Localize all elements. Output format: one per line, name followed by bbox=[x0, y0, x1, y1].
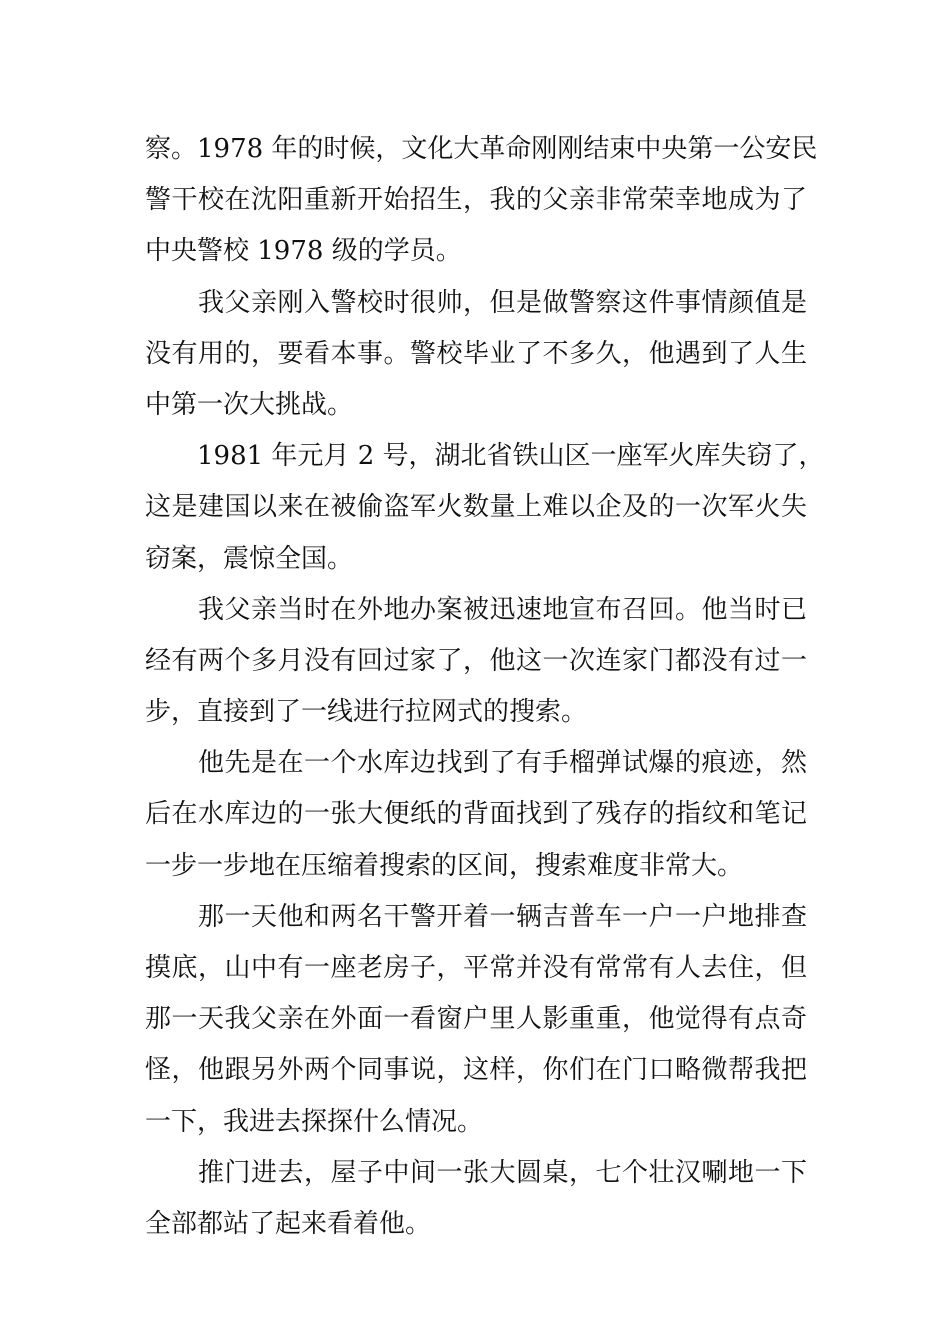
paragraph-2 bbox=[145, 278, 807, 432]
text-line: 窃案，震惊全国。 bbox=[145, 543, 354, 574]
text-line: 我父亲刚入警校时很帅，但是做警察这件事情颜值是 bbox=[145, 287, 807, 318]
text-line: 那一天我父亲在外面一看窗户里人影重重，他觉得有点奇 bbox=[145, 1004, 807, 1035]
text-line: 察。1978 年的时候，文化大革命刚刚结束中央第一公安民 bbox=[145, 134, 818, 164]
text-line: 一步一步地在压缩着搜索的区间，搜索难度非常大。 bbox=[145, 850, 744, 881]
text-line: 没有用的，要看本事。警校毕业了不多久，他遇到了人生 bbox=[145, 338, 807, 369]
text-line: 警干校在沈阳重新开始招生，我的父亲非常荣幸地成为了 bbox=[145, 185, 807, 216]
text-line: 摸底，山中有一座老房子，平常并没有常常有人去住，但 bbox=[145, 953, 807, 983]
paragraph-5 bbox=[145, 738, 807, 892]
text-line: 我父亲当时在外地办案被迅速地宣布召回。他当时已 bbox=[145, 594, 807, 625]
paragraph-4 bbox=[145, 585, 807, 739]
text-line: 那一天他和两名干警开着一辆吉普车一户一户地排查 bbox=[145, 901, 807, 932]
paragraph-1 bbox=[145, 124, 818, 278]
text-line: 1981 年元月 2 号，湖北省铁山区一座军火库失窃了， bbox=[145, 441, 825, 472]
paragraph-3 bbox=[145, 431, 825, 585]
paragraph-7 bbox=[145, 1148, 807, 1250]
text-line: 他先是在一个水库边找到了有手榴弹试爆的痕迹，然 bbox=[145, 748, 807, 779]
text-line: 步，直接到了一线进行拉网式的搜索。 bbox=[145, 697, 588, 728]
text-line: 中第一次大挑战。 bbox=[145, 389, 354, 420]
text-line: 后在水库边的一张大便纸的背面找到了残存的指纹和笔记 bbox=[145, 799, 807, 830]
text-line: 推门进去，屋子中间一张大圆桌，七个壮汉唰地一下 bbox=[145, 1157, 807, 1188]
text-line: 全部都站了起来看着他。 bbox=[145, 1208, 432, 1239]
text-line: 经有两个多月没有回过家了，他这一次连家门都没有过一 bbox=[145, 645, 807, 676]
text-line: 怪，他跟另外两个同事说，这样，你们在门口略微帮我把 bbox=[145, 1055, 807, 1086]
text-line: 这是建国以来在被偷盗军火数量上难以企及的一次军火失 bbox=[145, 492, 807, 523]
document-body bbox=[145, 124, 825, 1250]
paragraph-6 bbox=[145, 892, 807, 1148]
text-line: 中央警校 1978 级的学员。 bbox=[145, 236, 462, 267]
text-line: 一下，我进去探探什么情况。 bbox=[145, 1106, 484, 1137]
